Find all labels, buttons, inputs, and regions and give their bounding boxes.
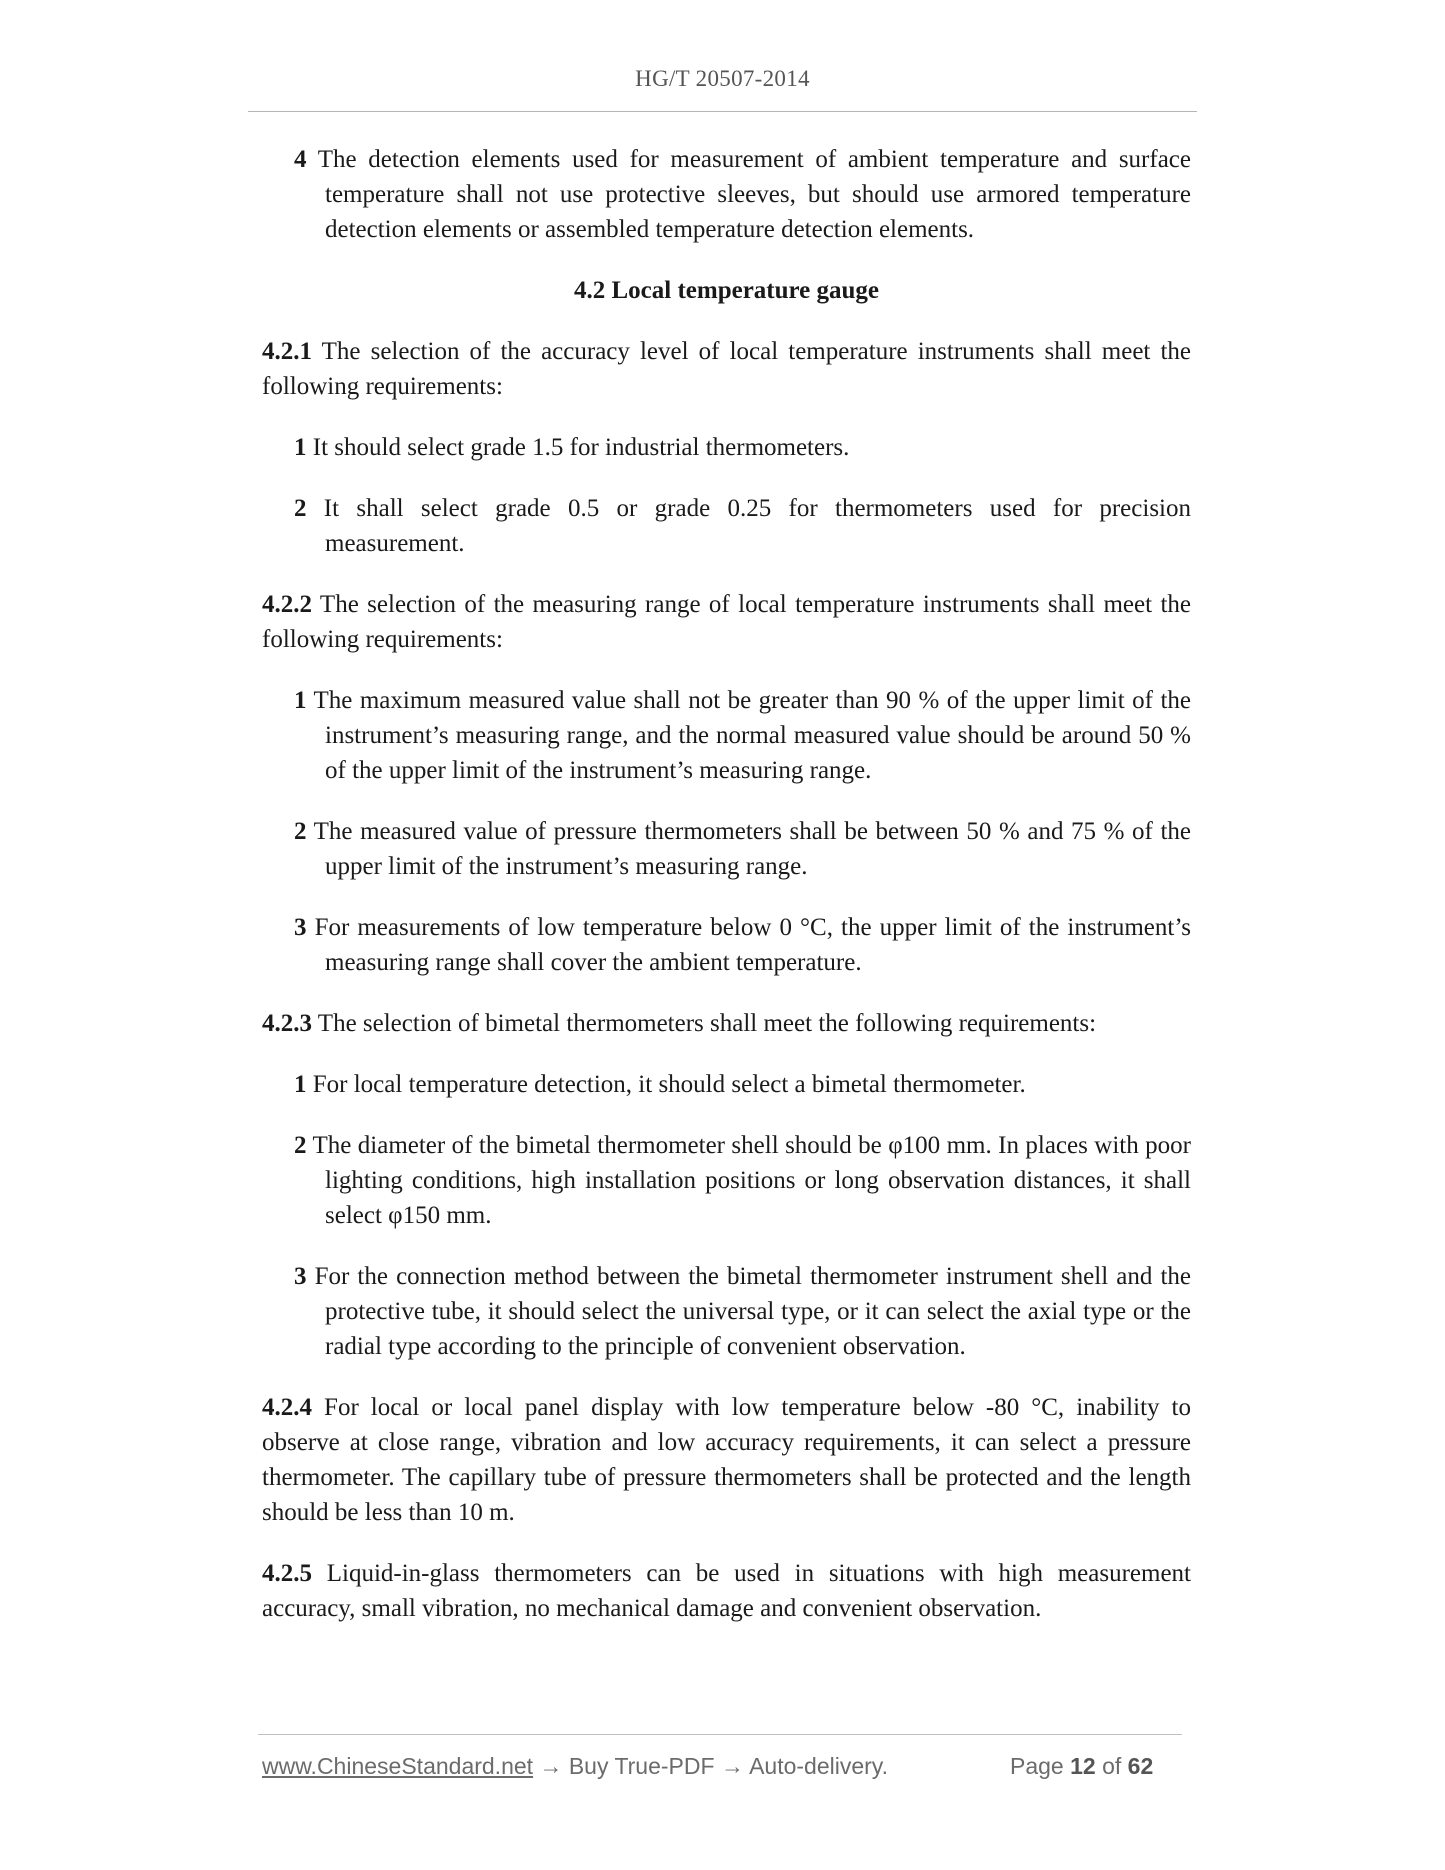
clause-text: For local or local panel display with low temperature below -80 °C, inability to observe at close range, vibration and low accuracy requirements, it can select a pressure thermometer. The capillary tube of pressure thermometers shall be protected and the length should be less than 10 m. [262, 1394, 1191, 1526]
arrow-right-icon: → [714, 1753, 750, 1779]
item-text: The maximum measured value shall not be greater than 90 % of the upper limit of the instrument’s measuring range, and the normal measured value should be around 50 % of the upper limit of the instrument’s measuring range. [306, 687, 1191, 784]
clause-4-2-3-item-3 [262, 1259, 1191, 1364]
clause-4-2-5 [262, 1556, 1191, 1626]
clause-number: 4.2.2 [262, 591, 312, 618]
clause-4-2-2-item-2 [262, 814, 1191, 884]
clause-4-2-3-item-1 [262, 1067, 1191, 1102]
clause-4-2-3-item-2 [262, 1128, 1191, 1233]
item-number: 1 [294, 687, 307, 714]
clause-number: 4 [294, 146, 307, 173]
clause-text: The selection of bimetal thermometers shall meet the following requirements: [312, 1010, 1097, 1037]
clause-4-2-4 [262, 1390, 1191, 1530]
item-number: 1 [294, 1071, 307, 1098]
page-number: 12 [1070, 1753, 1096, 1779]
item-text: It should select grade 1.5 for industrial thermometers. [306, 434, 850, 461]
item-number: 3 [294, 914, 307, 941]
item-text: It shall select grade 0.5 or grade 0.25 for thermometers used for precision measurement. [306, 495, 1191, 557]
page-indicator [1010, 1753, 1153, 1780]
section-title: 4.2 Local temperature gauge [573, 277, 880, 304]
item-text: For local temperature detection, it should select a bimetal thermometer. [306, 1071, 1026, 1098]
arrow-right-icon: → [533, 1753, 569, 1779]
item-number: 2 [294, 818, 307, 845]
clause-4-2-2-item-3 [262, 910, 1191, 980]
total-pages: 62 [1127, 1753, 1154, 1779]
item-number: 2 [294, 495, 307, 522]
clause-number: 4.2.5 [262, 1560, 312, 1587]
footer-promo [262, 1753, 888, 1780]
item-number: 3 [294, 1263, 307, 1290]
clause-4-2-1 [262, 334, 1191, 404]
clause-4-2-2 [262, 587, 1191, 657]
buy-true-pdf-text: Buy True-PDF [568, 1753, 715, 1779]
site-link[interactable]: www.ChineseStandard.net [262, 1753, 534, 1779]
header-divider [248, 111, 1197, 112]
running-header: HG/T 20507-2014 [635, 66, 810, 91]
clause-4-2-3 [262, 1006, 1191, 1041]
item-text: The measured value of pressure thermometers shall be between 50 % and 75 % of the upper limit of the instrument’s measuring range. [306, 818, 1191, 880]
clause-text: The selection of the measuring range of local temperature instruments shall meet the following requirements: [262, 591, 1191, 653]
footer-divider [258, 1734, 1182, 1735]
item-text: The diameter of the bimetal thermometer shell should be φ100 mm. In places with poor lighting conditions, high installation positions or long observation distances, it shall select φ150 mm. [306, 1132, 1191, 1229]
clause-text: The detection elements used for measurement of ambient temperature and surface temperature shall not use protective sleeves, but should use armored temperature detection elements or assembled temperature detection elements. [306, 146, 1191, 243]
clause-4-2-2-item-1 [262, 683, 1191, 788]
item-number: 1 [294, 434, 307, 461]
clause-text: Liquid-in-glass thermometers can be used in situations with high measurement accuracy, small vibration, no mechanical damage and convenient observation. [262, 1560, 1191, 1622]
auto-delivery-text: Auto-delivery. [749, 1753, 888, 1779]
clause-number: 4.2.4 [262, 1394, 312, 1421]
item-text: For measurements of low temperature below 0 °C, the upper limit of the instrument’s measuring range shall cover the ambient temperature. [306, 914, 1191, 976]
item-number: 2 [294, 1132, 307, 1159]
clause-number: 4.2.1 [262, 338, 312, 365]
clause-number: 4.2.3 [262, 1010, 312, 1037]
clause-4-2-1-item-2 [262, 491, 1191, 561]
clause-text: The selection of the accuracy level of local temperature instruments shall meet the following requirements: [262, 338, 1191, 400]
clause-4-2-1-item-1 [262, 430, 1191, 465]
item-text: For the connection method between the bimetal thermometer instrument shell and the protective tube, it should select the universal type, or it can select the axial type or the radial type according to the principle of convenient observation. [306, 1263, 1191, 1360]
page-label: Page [1010, 1753, 1064, 1779]
document-body [262, 142, 1191, 1652]
clause-4-item-4 [262, 142, 1191, 247]
of-label: of [1102, 1753, 1122, 1779]
